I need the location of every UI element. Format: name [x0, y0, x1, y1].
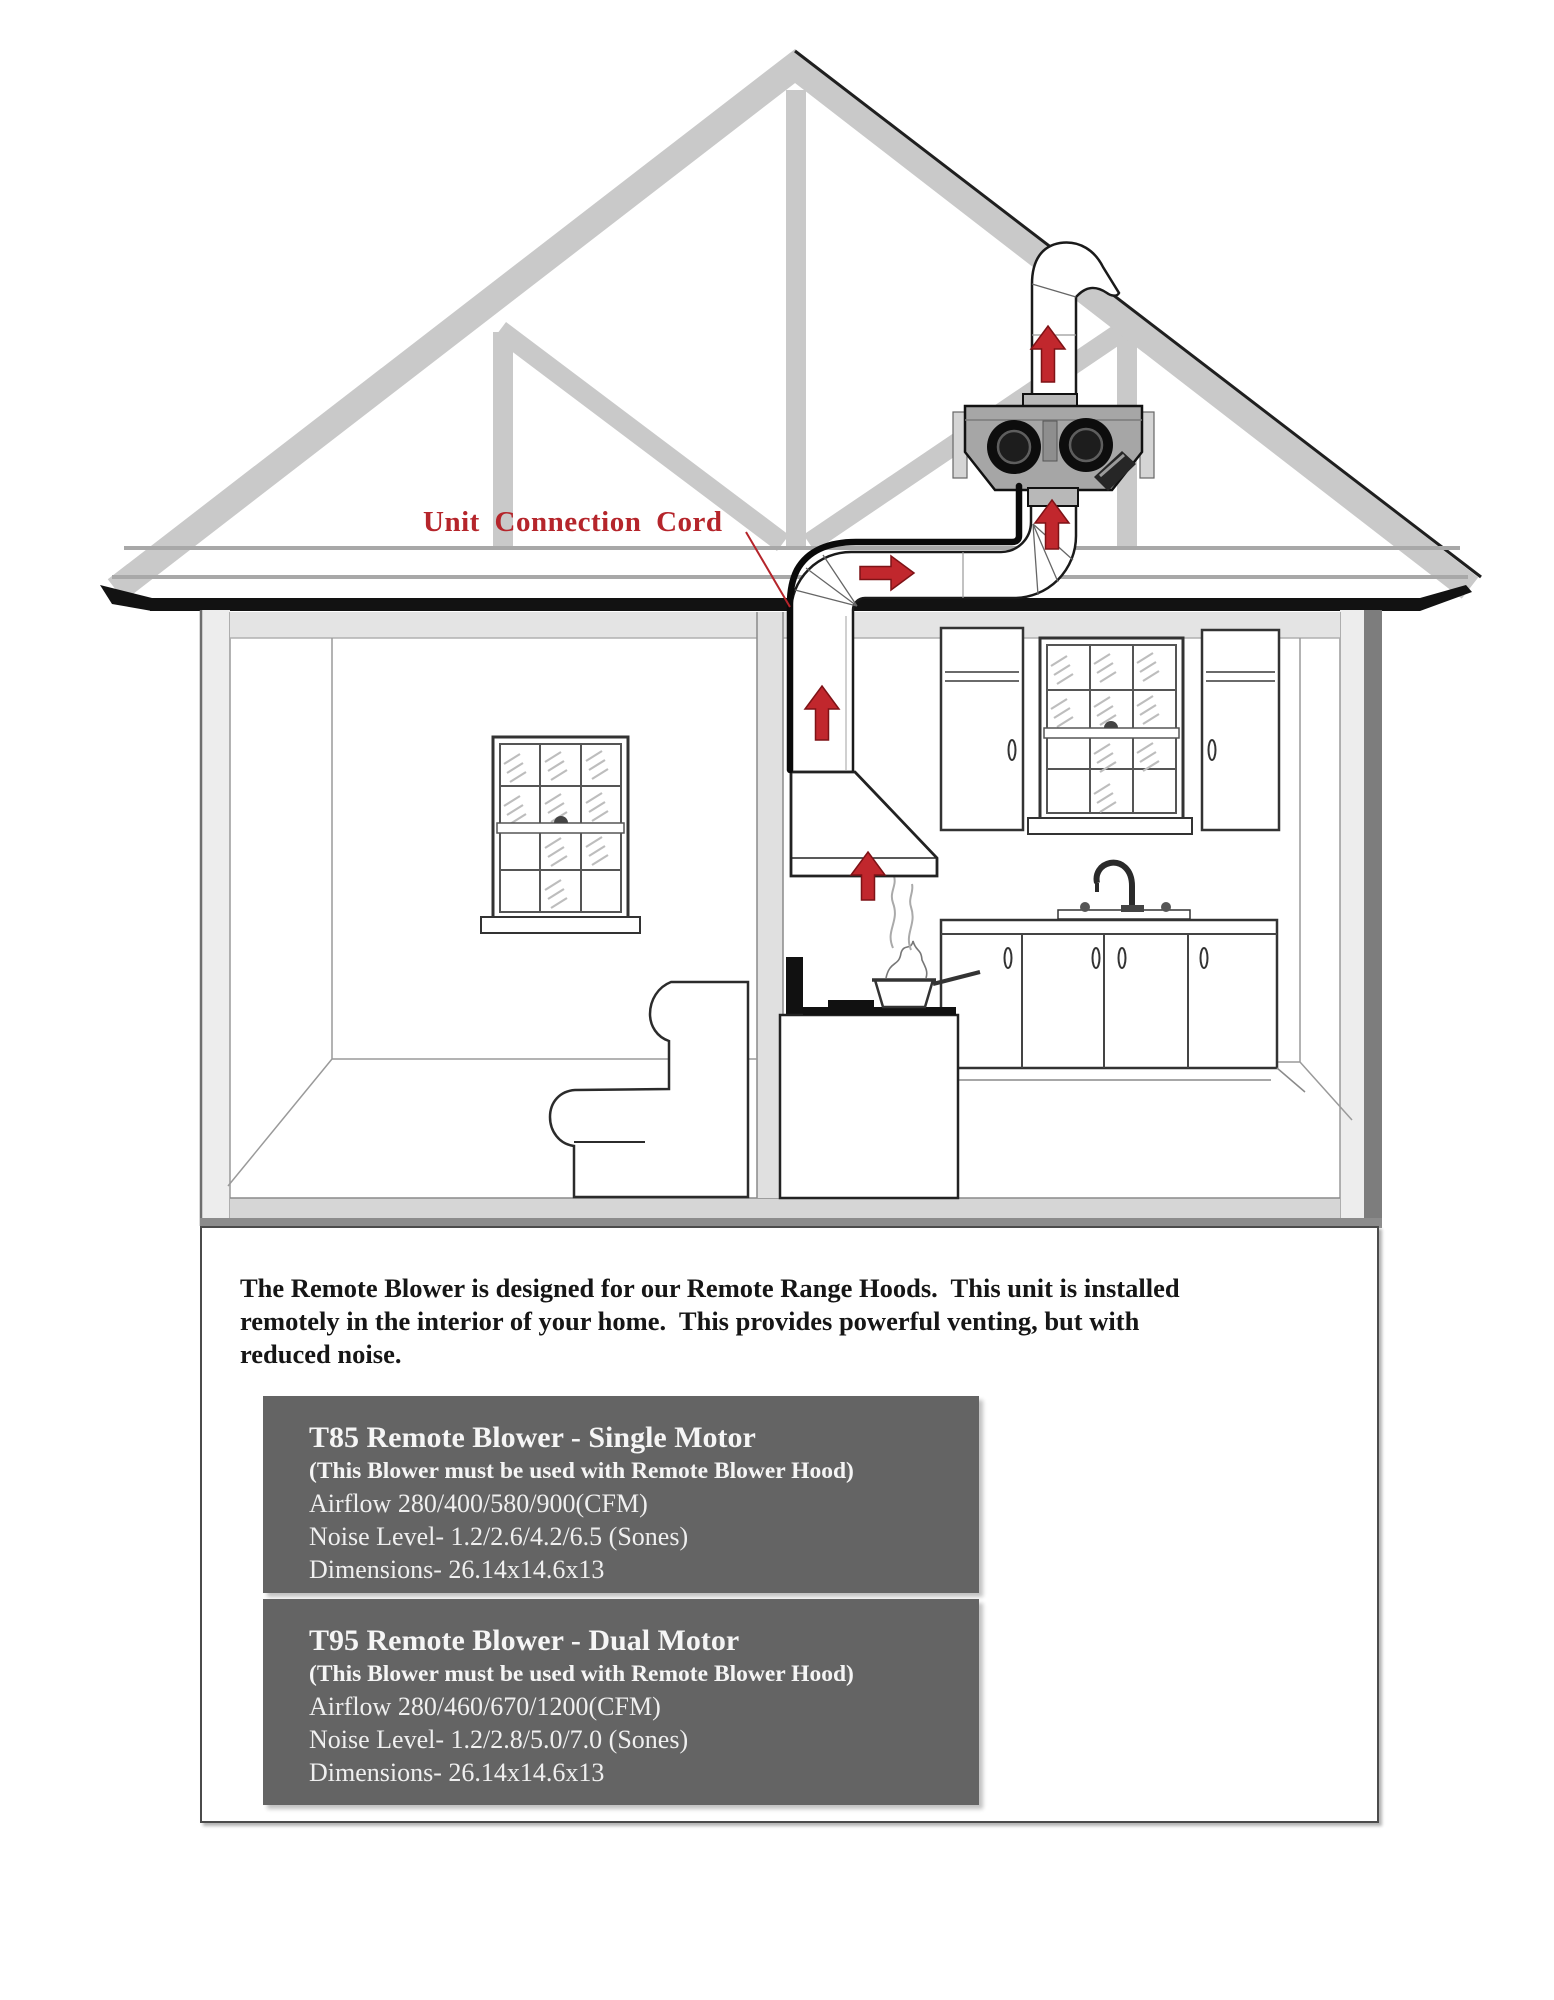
cabinet-handle — [1009, 740, 1016, 760]
kitchen — [780, 628, 1352, 1198]
roof-truss — [100, 51, 1481, 611]
island-cabinet — [780, 1015, 958, 1198]
cabinet-handle — [1119, 948, 1126, 968]
product-title: T85 Remote Blower - Single Motor — [309, 1421, 756, 1454]
description-line: The Remote Blower is designed for our Remote Range Hoods. This unit is installed — [240, 1273, 1180, 1303]
cabinet-base-lines — [947, 1068, 1305, 1092]
product-noise: Noise Level- 1.2/2.8/5.0/7.0 (Sones) — [309, 1725, 689, 1754]
sink-handle-right — [1161, 902, 1171, 912]
cabinet-handle — [1093, 948, 1100, 968]
burner — [828, 1000, 874, 1007]
window-sill — [481, 917, 640, 933]
description-line: reduced noise. — [240, 1339, 402, 1369]
unit-divider — [1043, 421, 1057, 461]
product-dimensions: Dimensions- 26.14x14.6x13 — [309, 1555, 605, 1584]
roof-edge-line — [795, 51, 1481, 577]
left-wall — [200, 610, 230, 1226]
cabinet-handle — [1201, 948, 1208, 968]
product-noise: Noise Level- 1.2/2.6/4.2/6.5 (Sones) — [309, 1522, 689, 1551]
product-dimensions: Dimensions- 26.14x14.6x13 — [309, 1758, 605, 1787]
range-island — [780, 957, 958, 1198]
living-room — [228, 638, 757, 1197]
window-sash-rail — [1044, 728, 1179, 738]
faucet — [1097, 863, 1132, 912]
stove-back-panel — [786, 957, 803, 1015]
cabinet-handle — [1209, 740, 1216, 760]
product-card-t85 — [263, 1396, 979, 1593]
product-airflow: Airflow 280/460/670/1200(CFM) — [309, 1692, 661, 1721]
attic-floor-left — [150, 598, 791, 611]
window-sill — [1028, 818, 1192, 834]
living-room-window — [481, 737, 640, 933]
product-airflow: Airflow 280/400/580/900(CFM) — [309, 1489, 648, 1518]
window-sash-rail — [497, 823, 624, 833]
info-panel — [200, 1226, 1379, 1823]
faucet-base — [1121, 905, 1144, 912]
product-title: T95 Remote Blower - Dual Motor — [309, 1624, 740, 1657]
blower-intake-ring — [1070, 429, 1102, 461]
ceiling-band — [230, 612, 1340, 638]
description-line: remotely in the interior of your home. This provides powerful venting, but with — [240, 1306, 1140, 1336]
upper-cabinet-left — [941, 628, 1023, 830]
product-card-t95 — [263, 1599, 979, 1805]
attic-floor-right — [853, 598, 1420, 611]
sink-and-faucet — [1058, 863, 1190, 919]
cabinet-handle — [1005, 948, 1012, 968]
kitchen-window — [1028, 638, 1192, 834]
description-text — [240, 1272, 1180, 1371]
sink-handle-left — [1080, 902, 1090, 912]
right-wall-outer — [1364, 610, 1382, 1226]
right-wall-inner — [1340, 610, 1364, 1226]
product-note: (This Blower must be used with Remote Blower Hood) — [309, 1458, 854, 1484]
blower-intake-ring — [998, 431, 1030, 463]
upper-cabinet-right — [1202, 630, 1279, 830]
steam-icon — [891, 876, 913, 950]
unit-connection-cord-label: Unit Connection Cord — [423, 506, 723, 538]
product-note: (This Blower must be used with Remote Blower Hood) — [309, 1661, 854, 1687]
right-eave-shadow — [1420, 585, 1472, 611]
armchair — [550, 982, 748, 1197]
cooktop — [803, 1007, 956, 1015]
lower-cabinets — [941, 920, 1305, 1092]
